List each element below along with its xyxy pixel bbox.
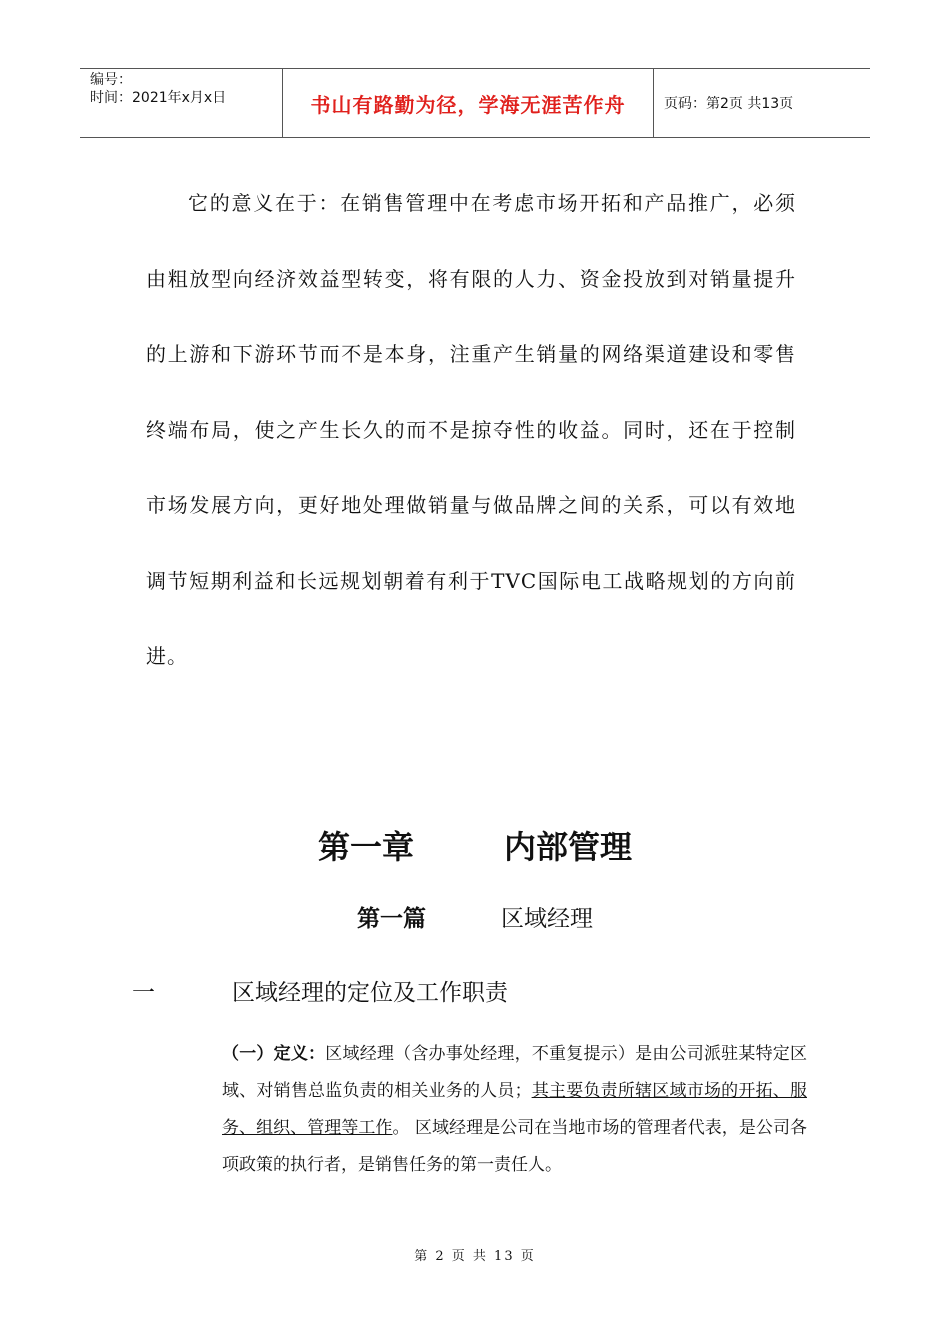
chapter-name: 内部管理: [504, 828, 633, 866]
header-motto-cell: [283, 69, 654, 137]
definition-text-underlined: 其主要负责所辖区域市场的开拓、服务、组织、管理等工作: [222, 1081, 808, 1138]
header-number-label: 编号：: [90, 72, 132, 88]
heading-number: 一: [132, 980, 155, 1006]
intro-paragraph: 它的意义在于：在销售管理中在考虑市场开拓和产品推广，必须由粗放型向经济效益型转变，将有限的人力、资金投放到对销量提升的上游和下游环节而不是本身，注重产生销量的网络渠道建设和零售终端布局，使之产生长久的而不是掠夺性的收益。同时，还在于控制市场发展方向，更好地处理做销量与做品牌之间的关系，可以有效地调节短期利益和长远规划朝着有利于TVC国际电工战略规划的方向前进。: [146, 191, 796, 668]
definition-text-before: 区域经理（含办事处经理，不重复提示）是由公司派驻某特定区域、对销售总监负责的相关业务的人员；: [222, 1044, 808, 1101]
intro-paragraph-block: [146, 166, 796, 695]
header-time-label: 时间：2021年x月x日: [90, 90, 227, 106]
heading-title: 区域经理的定位及工作职责: [232, 980, 508, 1006]
chapter-title: [0, 822, 950, 868]
header-meta: [80, 69, 283, 137]
definition-paragraph: [222, 1036, 807, 1184]
header-page-info: 页码：第2页 共13页: [664, 96, 794, 112]
section-title: [0, 900, 950, 933]
definition-block: [222, 1036, 807, 1184]
definition-text-after: 。 区域经理是公司在当地市场的管理者代表，是公司各项政策的执行者，是销售任务的第一责任人。: [222, 1118, 807, 1175]
section-number: 第一篇: [357, 906, 426, 932]
header-motto: 书山有路勤为径，学海无涯苦作舟: [310, 92, 626, 117]
chapter-number: 第一章: [317, 828, 414, 866]
heading-one: [132, 974, 508, 1007]
page-footer: 第 2 页 共 13 页: [414, 1249, 536, 1264]
page-header: [80, 68, 870, 138]
section-name: 区域经理: [501, 906, 593, 932]
definition-label: （一）定义：: [222, 1044, 326, 1064]
